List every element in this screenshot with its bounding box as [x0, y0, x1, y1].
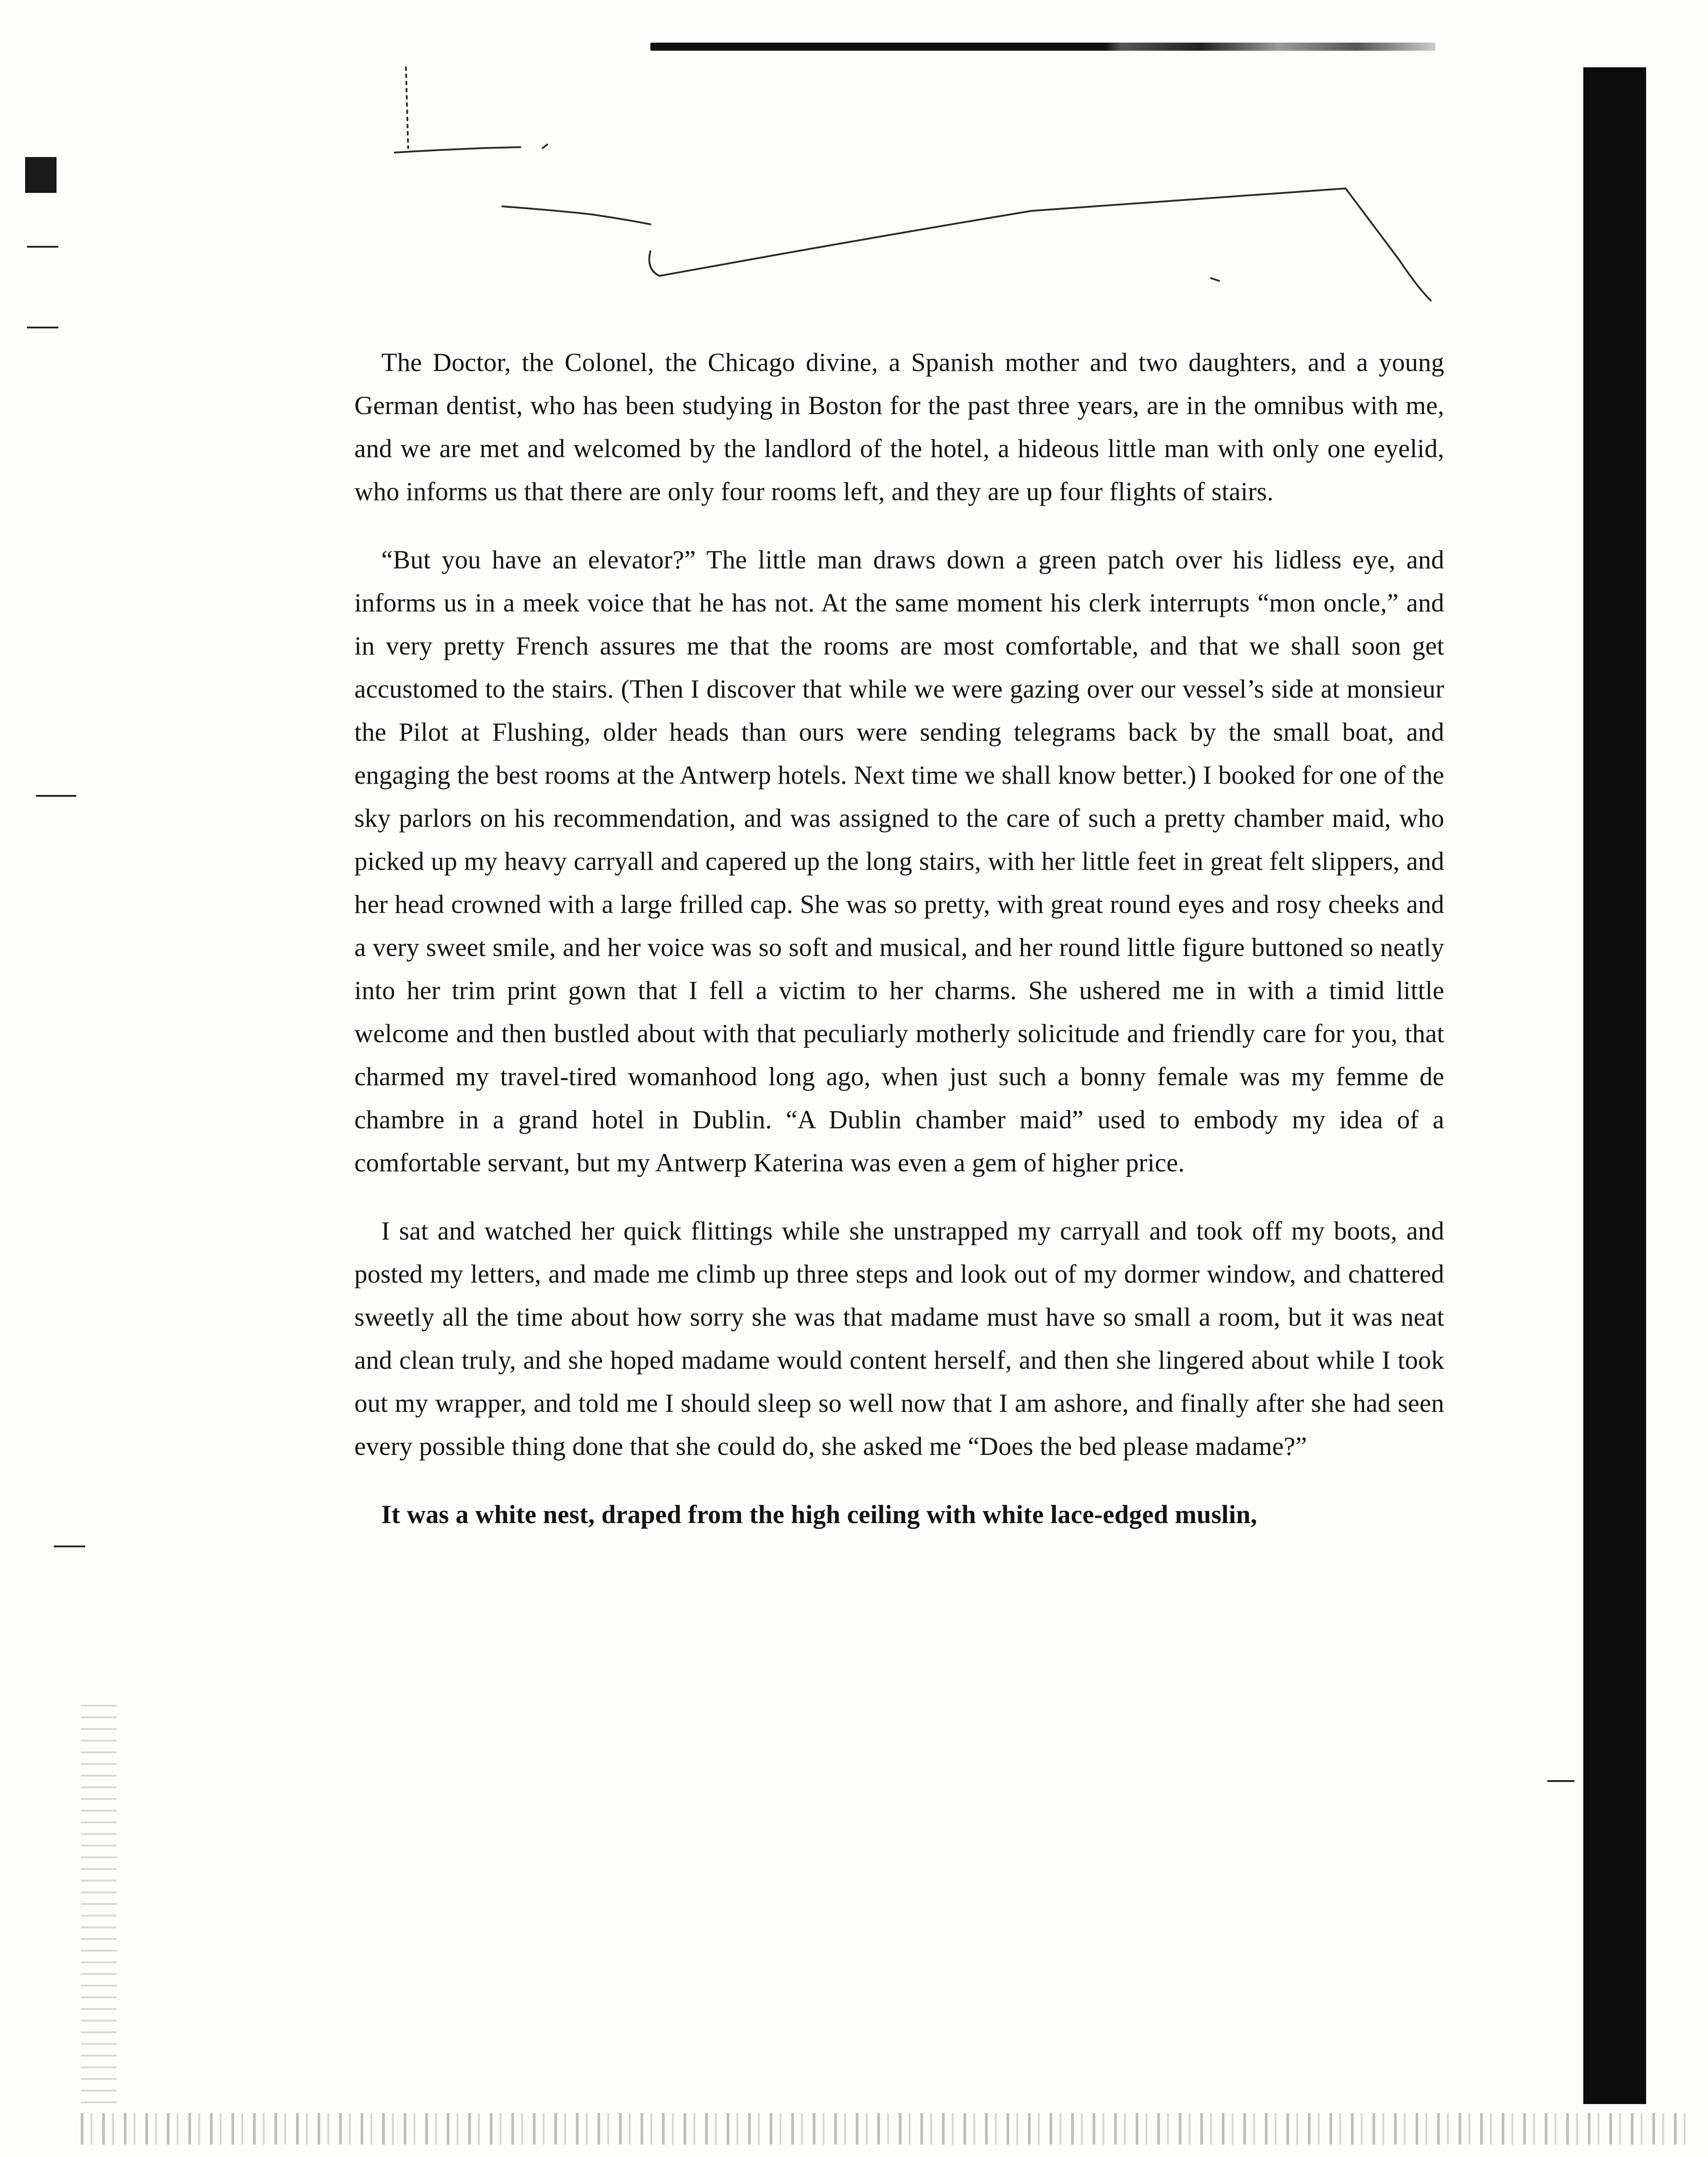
- paragraph: The Doctor, the Colonel, the Chicago divine, a Spanish mother and two daughters, and a young German dentist, who has been studying in Boston for the past three years, are in the omnibus with me, and we are met and welcomed by the landlord of the hotel, a hideous little man with only one eyelid, who informs us that there are only four rooms left, and they are up four flights of stairs.: [354, 348, 1444, 506]
- bottom-scan-noise: [81, 2113, 1695, 2144]
- right-margin-dash: [1547, 1780, 1574, 1782]
- paragraph: It was a white nest, draped from the high ceiling with white lace-edged muslin,: [381, 1500, 1257, 1529]
- right-scan-edge: [1583, 67, 1646, 2104]
- left-scan-dash: [54, 1546, 85, 1547]
- page-body-text: [354, 341, 1444, 1536]
- paragraph: I sat and watched her quick flittings while she unstrapped my carryall and took off my boots, and posted my letters, and made me climb up three steps and look out of my dormer window, and chattered sweetly all the time about how sorry she was that madame must have so small a room, but it was neat and clean truly, and she hoped madame would content herself, and then she lingered about while I took out my wrapper, and told me I should sleep so well now that I am ashore, and finally after she had seen every possible thing done that she could do, she asked me “Does the bed please madame?”: [354, 1216, 1444, 1461]
- left-scan-dash: [36, 795, 76, 797]
- left-scan-noise: [81, 1705, 117, 2109]
- paragraph: “But you have an elevator?” The little man draws down a green patch over his lidless eye, and informs us in a meek voice that he has not. At the same moment his clerk interrupts “mon oncle,” and in very pretty French assures me that the rooms are most comfortable, and that we shall soon get accustomed to the stairs. (Then I discover that while we were gazing over our vessel’s side at monsieur the Pilot at Flushing, older heads than ours were sending telegrams back by the small boat, and engaging the best rooms at the Antwerp hotels. Next time we shall know better.) I booked for one of the sky parlors on his recommendation, and was assigned to the care of such a pretty chamber maid, who picked up my heavy carryall and capered up the long stairs, with her little feet in great felt slippers, and her head crowned with a large frilled cap. She was so pretty, with great round eyes and rosy cheeks and a very sweet smile, and her voice was so soft and musical, and her round little figure buttoned so neatly into her trim print gown that I fell a victim to her charms. She ushered me in with a timid little welcome and then bustled about with that peculiarly motherly solicitude and friendly care for you, that charmed my travel-tired womanhood long ago, when just such a bonny female was my femme de chambre in a grand hotel in Dublin. “A Dublin chamber maid” used to embody my idea of a comfortable servant, but my Antwerp Katerina was even a gem of higher price.: [354, 545, 1444, 1177]
- header-pencil-sketch: [0, 0, 1708, 359]
